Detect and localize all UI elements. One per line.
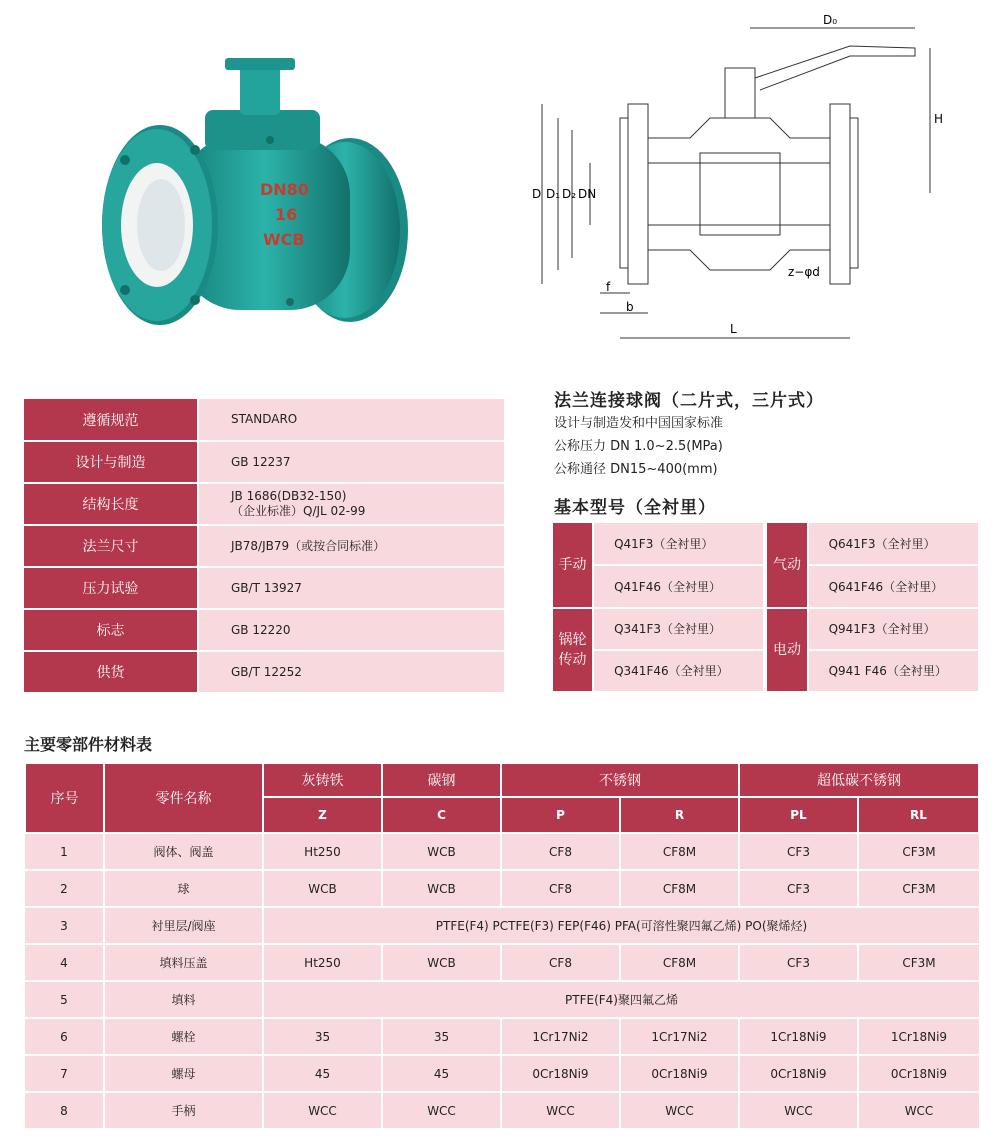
cell: 35: [263, 1018, 382, 1055]
dim-d: D: [532, 187, 542, 201]
spec-row: [24, 651, 504, 693]
intro-line-2: 公称压力 DN 1.0~2.5(MPa): [554, 439, 723, 454]
spec-row: [24, 441, 504, 483]
spec-value-2: （企业标准）Q/JL 02-99: [231, 504, 366, 518]
table-row: [25, 870, 979, 907]
table-row: [25, 1055, 979, 1092]
dim-zd: z−φd: [788, 265, 820, 279]
cell: WCB: [382, 944, 501, 981]
spec-value: JB 1686(DB32-150): [231, 489, 347, 503]
col-no: 序号: [25, 763, 104, 833]
spec-table: [24, 399, 504, 694]
spec-row: [24, 483, 504, 525]
dim-l: L: [730, 322, 737, 336]
cell-span: PTFE(F4) PCTFE(F3) FEP(F46) PFA(可溶性聚四氟乙烯) PO(聚烯烃): [263, 907, 979, 944]
spec-row: [24, 525, 504, 567]
dim-d0: D₀: [823, 13, 838, 27]
cell: 45: [382, 1055, 501, 1092]
cell: 35: [382, 1018, 501, 1055]
cell: CF3: [739, 944, 858, 981]
cell: 0Cr18Ni9: [739, 1055, 858, 1092]
product-title: 法兰连接球阀（二片式，三片式）: [554, 391, 824, 411]
intro-line-1: 设计与制造发和中国国家标准: [554, 416, 724, 431]
spec-value-cell: [198, 483, 504, 525]
spec-value: STANDARO: [198, 399, 504, 441]
model-value: Q341F3（全衬里）: [593, 608, 763, 650]
model-table: [553, 523, 978, 693]
spec-value: GB/T 12252: [198, 651, 504, 693]
row-name: 填料: [104, 981, 263, 1018]
cell: CF8: [501, 833, 620, 870]
spec-label: 结构长度: [24, 483, 198, 525]
cell: CF3: [739, 833, 858, 870]
row-no: 2: [25, 870, 104, 907]
cell: WCC: [739, 1092, 858, 1129]
cell: WCC: [382, 1092, 501, 1129]
row-no: 5: [25, 981, 104, 1018]
row-name: 螺母: [104, 1055, 263, 1092]
dim-b: b: [626, 300, 634, 314]
model-value: Q941 F46（全衬里）: [808, 650, 978, 692]
code-p: P: [501, 797, 620, 833]
group-gray-iron: 灰铸铁: [263, 763, 382, 797]
model-head-electric: 电动: [767, 608, 807, 693]
row-name: 螺栓: [104, 1018, 263, 1055]
cell: WCB: [382, 870, 501, 907]
dim-dn: DN: [578, 187, 597, 201]
group-ultra-low-carbon: 超低碳不锈钢: [739, 763, 979, 797]
table-row: [25, 907, 979, 944]
cell: CF8: [501, 870, 620, 907]
photo-marking-2: 16: [275, 205, 298, 224]
photo-marking-1: DN80: [260, 180, 309, 199]
model-head-worm-gear: 锅轮传动: [553, 608, 593, 693]
cell-span: PTFE(F4)聚四氟乙烯: [263, 981, 979, 1018]
photo-marking-3: WCB: [263, 230, 305, 249]
model-head-manual: 手动: [553, 523, 593, 608]
row-no: 6: [25, 1018, 104, 1055]
cell: CF8M: [620, 870, 739, 907]
row-no: 1: [25, 833, 104, 870]
model-value: Q41F3（全衬里）: [593, 523, 763, 565]
cell: WCC: [501, 1092, 620, 1129]
table-row: [25, 833, 979, 870]
cell: CF8M: [620, 944, 739, 981]
table-row: [25, 981, 979, 1018]
group-carbon-steel: 碳钢: [382, 763, 501, 797]
table-row: [25, 1092, 979, 1129]
spec-label: 设计与制造: [24, 441, 198, 483]
group-stainless: 不锈钢: [501, 763, 739, 797]
spec-label: 遵循规范: [24, 399, 198, 441]
cell: CF3M: [858, 870, 979, 907]
dim-h: H: [934, 112, 944, 126]
cell: CF3M: [858, 833, 979, 870]
cell: WCB: [263, 870, 382, 907]
model-row: [553, 523, 978, 565]
spec-value: GB 12220: [198, 609, 504, 651]
cell: CF8M: [620, 833, 739, 870]
spec-row: [24, 567, 504, 609]
row-no: 8: [25, 1092, 104, 1129]
cell: 1Cr18Ni9: [739, 1018, 858, 1055]
col-name: 零件名称: [104, 763, 263, 833]
row-no: 3: [25, 907, 104, 944]
cell: 0Cr18Ni9: [858, 1055, 979, 1092]
table-row: [25, 1018, 979, 1055]
cell: WCC: [620, 1092, 739, 1129]
code-r: R: [620, 797, 739, 833]
dim-d2: D₂: [562, 187, 577, 201]
spec-row: [24, 399, 504, 441]
code-rl: RL: [858, 797, 979, 833]
cell: Ht250: [263, 944, 382, 981]
spec-row: [24, 609, 504, 651]
spec-value: JB78/JB79（或按合同标准）: [198, 525, 504, 567]
table-row: [25, 944, 979, 981]
row-name: 球: [104, 870, 263, 907]
dim-d1: D₁: [546, 187, 561, 201]
cell: CF8: [501, 944, 620, 981]
spec-value: GB/T 13927: [198, 567, 504, 609]
models-title: 基本型号（全衬里）: [554, 498, 716, 518]
row-name: 填料压盖: [104, 944, 263, 981]
cell: Ht250: [263, 833, 382, 870]
row-name: 阀体、阀盖: [104, 833, 263, 870]
materials-title: 主要零部件材料表: [24, 735, 153, 754]
spec-value: GB 12237: [198, 441, 504, 483]
spec-label: 法兰尺寸: [24, 525, 198, 567]
intro-line-3: 公称通径 DN15~400(mm): [554, 462, 718, 477]
cell: WCB: [382, 833, 501, 870]
cell: CF3M: [858, 944, 979, 981]
model-value: Q341F46（全衬里）: [593, 650, 763, 692]
row-name: 手柄: [104, 1092, 263, 1129]
code-pl: PL: [739, 797, 858, 833]
valve-photo: [95, 40, 425, 330]
cell: 1Cr17Ni2: [501, 1018, 620, 1055]
dim-f: f: [606, 280, 611, 294]
row-no: 4: [25, 944, 104, 981]
model-head-pneumatic: 气动: [767, 523, 807, 608]
materials-header-row: [25, 763, 979, 797]
valve-section-drawing: [520, 8, 990, 353]
cell: 45: [263, 1055, 382, 1092]
model-value: Q941F3（全衬里）: [808, 608, 978, 650]
cell: 1Cr18Ni9: [858, 1018, 979, 1055]
cell: 1Cr17Ni2: [620, 1018, 739, 1055]
cell: WCC: [858, 1092, 979, 1129]
spec-label: 标志: [24, 609, 198, 651]
model-value: Q641F3（全衬里）: [808, 523, 978, 565]
model-value: Q41F46（全衬里）: [593, 565, 763, 607]
cell: 0Cr18Ni9: [501, 1055, 620, 1092]
row-no: 7: [25, 1055, 104, 1092]
code-c: C: [382, 797, 501, 833]
materials-table: [24, 762, 980, 1130]
cell: 0Cr18Ni9: [620, 1055, 739, 1092]
model-value: Q641F46（全衬里）: [808, 565, 978, 607]
row-name: 衬里层/阀座: [104, 907, 263, 944]
spec-label: 供货: [24, 651, 198, 693]
cell: CF3: [739, 870, 858, 907]
spec-label: 压力试验: [24, 567, 198, 609]
cell: WCC: [263, 1092, 382, 1129]
code-z: Z: [263, 797, 382, 833]
